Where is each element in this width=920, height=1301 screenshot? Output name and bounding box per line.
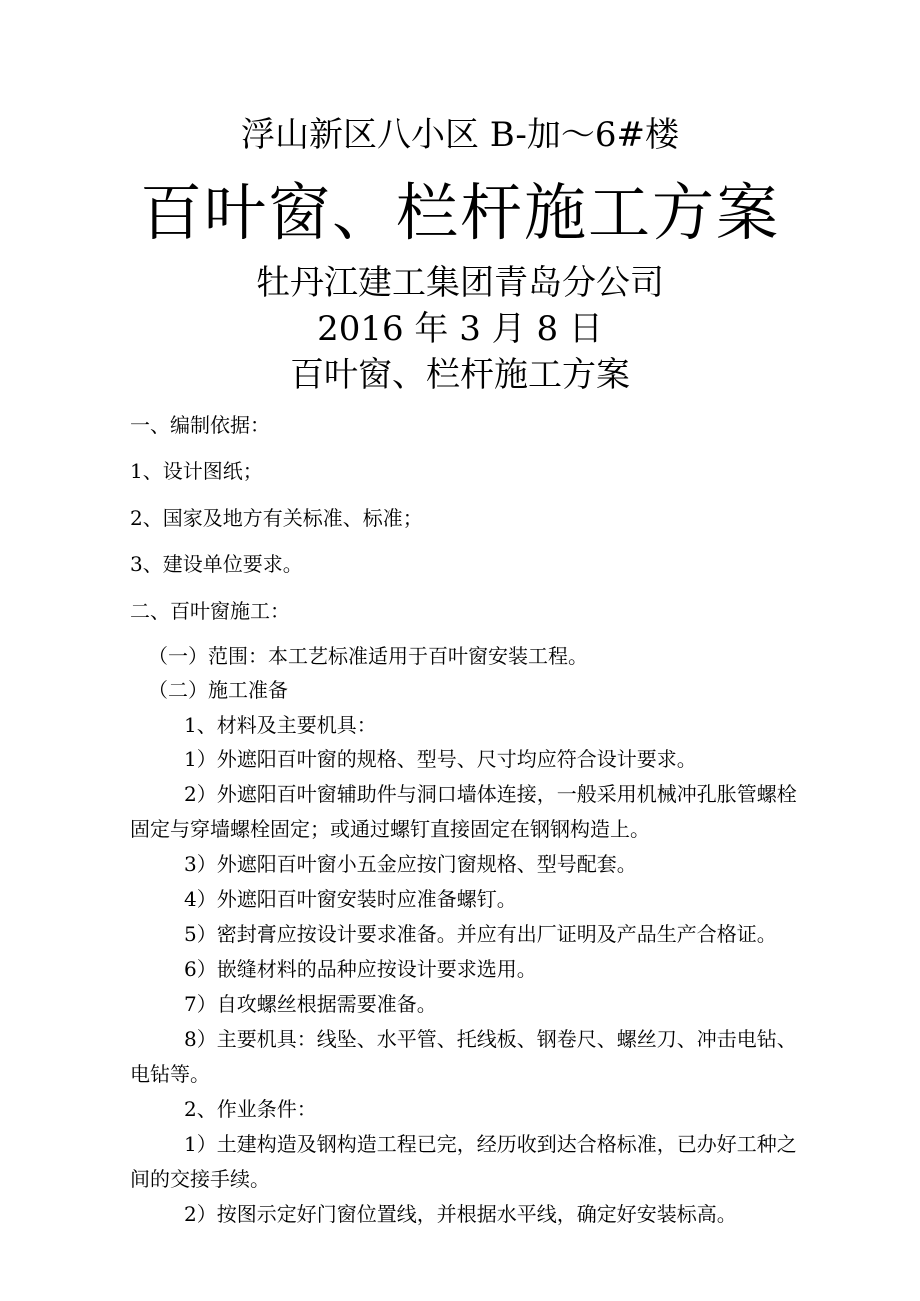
paragraph-continuation: 固定与穿墙螺栓固定；或通过螺钉直接固定在钢钢构造上。 bbox=[130, 817, 650, 841]
list-item: 1、设计图纸； bbox=[130, 459, 263, 483]
paragraph: 1）土建构造及钢构造工程已完，经历收到达合格标准，已办好工种之 bbox=[184, 1132, 797, 1156]
paragraph: 2）按图示定好门窗位置线，并根据水平线，确定好安装标高。 bbox=[184, 1202, 737, 1226]
heading-basis: 一、编制依据： bbox=[130, 413, 270, 437]
paragraph-continuation: 电钻等。 bbox=[130, 1062, 210, 1086]
paragraph: （二）施工准备 bbox=[148, 678, 288, 702]
section-title: 百叶窗、栏杆施工方案 bbox=[290, 355, 630, 395]
paragraph: 4）外遮阳百叶窗安装时应准备螺钉。 bbox=[184, 887, 517, 911]
main-title: 百叶窗、栏杆施工方案 bbox=[139, 176, 780, 249]
paragraph: 2、作业条件： bbox=[184, 1097, 317, 1121]
paragraph: （一）范围：本工艺标准适用于百叶窗安装工程。 bbox=[148, 644, 588, 668]
paragraph: 7）自攻螺丝根据需要准备。 bbox=[184, 992, 437, 1016]
paragraph: 5）密封膏应按设计要求准备。并应有出厂证明及产品生产合格证。 bbox=[184, 922, 777, 946]
paragraph: 1）外遮阳百叶窗的规格、型号、尺寸均应符合设计要求。 bbox=[184, 747, 697, 771]
company-name: 牡丹江建工集团青岛分公司 bbox=[256, 263, 664, 303]
project-title: 浮山新区八小区 B-加～6#楼 bbox=[240, 115, 680, 155]
paragraph: 2）外遮阳百叶窗辅助件与洞口墙体连接，一般采用机械冲孔胀管螺栓 bbox=[184, 782, 797, 806]
document-date: 2016 年 3 月 8 日 bbox=[317, 309, 603, 349]
paragraph: 3）外遮阳百叶窗小五金应按门窗规格、型号配套。 bbox=[184, 852, 637, 876]
list-item: 2、国家及地方有关标准、标准； bbox=[130, 506, 423, 530]
paragraph-continuation: 间的交接手续。 bbox=[130, 1167, 270, 1191]
paragraph: 8）主要机具：线坠、水平管、托线板、钢卷尺、螺丝刀、冲击电钻、 bbox=[184, 1027, 797, 1051]
paragraph: 1、材料及主要机具： bbox=[184, 713, 377, 737]
list-item: 3、建设单位要求。 bbox=[130, 552, 303, 576]
heading-louver-construction: 二、百叶窗施工： bbox=[130, 599, 290, 623]
paragraph: 6）嵌缝材料的品种应按设计要求选用。 bbox=[184, 957, 537, 981]
